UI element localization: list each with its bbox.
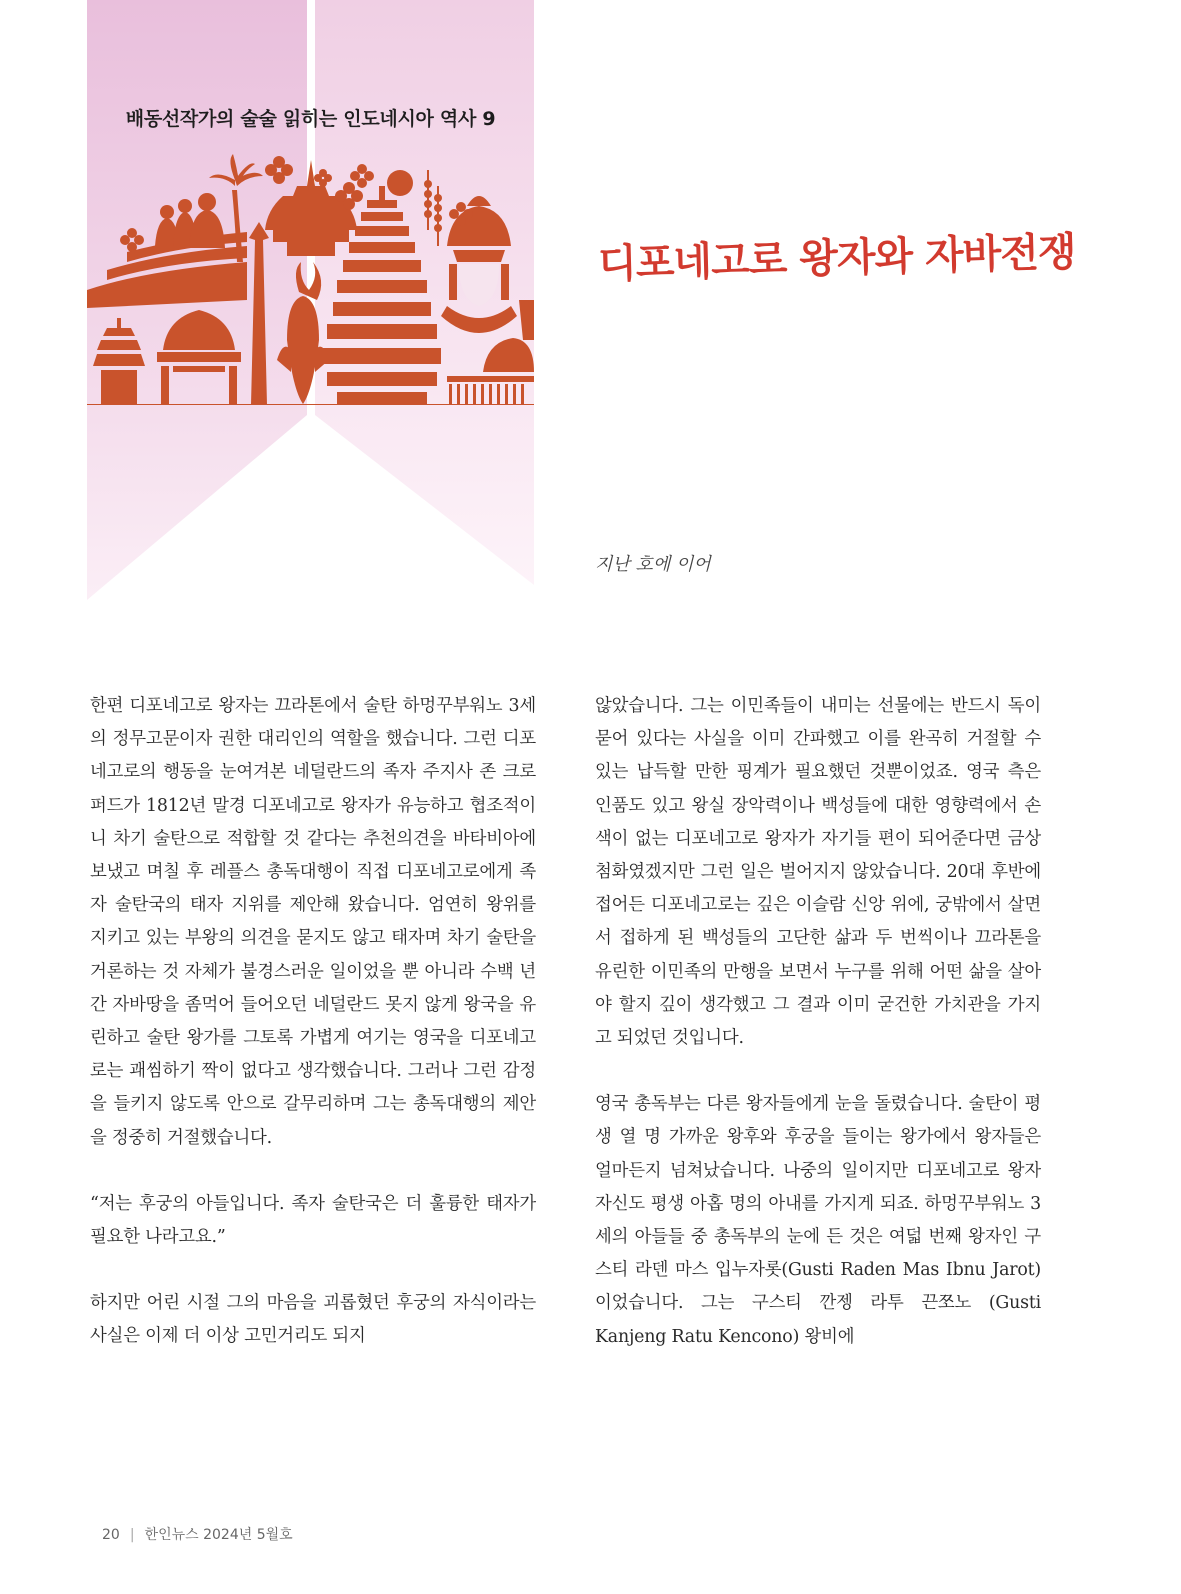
page-number: 20 [102, 1527, 120, 1543]
series-title: 배동선작가의 술술 읽히는 인도네시아 역사 9 [125, 108, 496, 130]
footer-separator: | [129, 1527, 135, 1543]
paragraph: 한편 디포네고로 왕자는 끄라톤에서 술탄 하멍꾸부워노 3세의 정무고문이자 권한 대리인의 역할을 했습니다. 그런 디포네고로의 행동을 눈여겨본 네덜란드의 족자 주지사 존 크로퍼드가 1812년 말경 디포네고로 왕자가 유능하고 협조적이니 차기 술탄으로 적합할 것 같다는 추천의견을 바타비아에 보냈고 며칠 후 레플스 총독대행이 직접 디포네고로에게 족자 술탄국의 태자 지위를 제안해 왔습니다. 엄연히 왕위를 지키고 있는 부왕의 의견을 묻지도 않고 태자며 차기 술탄을 거론하는 것 자체가 불경스러운 일이었을 뿐 아니라 수백 년간 자바땅을 좀먹어 들어오던 네덜란드 못지 않게 왕국을 유린하고 술탄 왕가를 그토록 가볍게 여기는 영국을 디포네고로는 괘씸하기 짝이 없다고 생각했습니다. 그러나 그런 감정을 들키지 않도록 안으로 갈무리하며 그는 총독대행의 제안을 정중히 거절했습니다. [90, 696, 536, 1148]
page-footer [102, 1524, 293, 1544]
quote-paragraph: “저는 후궁의 아들입니다. 족자 술탄국은 더 훌륭한 태자가 필요한 나라고요.” [90, 1193, 536, 1248]
header-banner [87, 0, 534, 615]
paragraph: 하지만 어린 시절 그의 마음을 괴롭혔던 후궁의 자식이라는 사실은 이제 더 이상 고민거리도 되지 [90, 1293, 536, 1347]
publication-name: 한인뉴스 2024년 5월호 [144, 1527, 293, 1543]
banner-illustration [87, 0, 534, 615]
continued-note: 지난 호에 이어 [595, 554, 711, 575]
article-title: 디포네고로 왕자와 자바전쟁 [597, 229, 1077, 288]
paragraph: 않았습니다. 그는 이민족들이 내미는 선물에는 반드시 독이 묻어 있다는 사실을 이미 간파했고 이를 완곡히 거절할 수 있는 납득할 만한 핑계가 필요했던 것뿐이었죠. 영국 측은 인품도 있고 왕실 장악력이나 백성들에 대한 영향력에서 손색이 없는 디포네고로 왕자가 자기들 편이 되어준다면 금상첨화였겠지만 그런 일은 벌어지지 않았습니다. 20대 후반에 접어든 디포네고로는 깊은 이슬람 신앙 위에, 궁밖에서 살면서 접하게 된 백성들의 고단한 삶과 두 번씩이나 끄라톤을 유린한 이민족의 만행을 보면서 누구를 위해 어떤 삶을 살아야 할지 깊이 생각했고 그 결과 이미 굳건한 가치관을 가지고 되었던 것입니다. [595, 696, 1041, 1049]
article-column-right [595, 690, 1041, 1387]
paragraph: 영국 총독부는 다른 왕자들에게 눈을 돌렸습니다. 술탄이 평생 열 명 가까운 왕후와 후궁을 들이는 왕가에서 왕자들은 얼마든지 넘쳐났습니다. 나중의 일이지만 디포네고로 왕자 자신도 평생 아홉 명의 아내를 가지게 되죠. 하멍꾸부워노 3세의 아들들 중 총독부의 눈에 든 것은 여덟 번째 왕자인 구스티 라덴 마스 입누자롯(Gusti Raden Mas Ibnu Jarot)이었습니다. 그는 구스티 깐젱 라투 끈쪼노 (Gusti Kanjeng Ratu Kencono) 왕비에 [595, 1094, 1041, 1347]
sun-icon [387, 170, 413, 196]
article-column-left [90, 690, 536, 1387]
